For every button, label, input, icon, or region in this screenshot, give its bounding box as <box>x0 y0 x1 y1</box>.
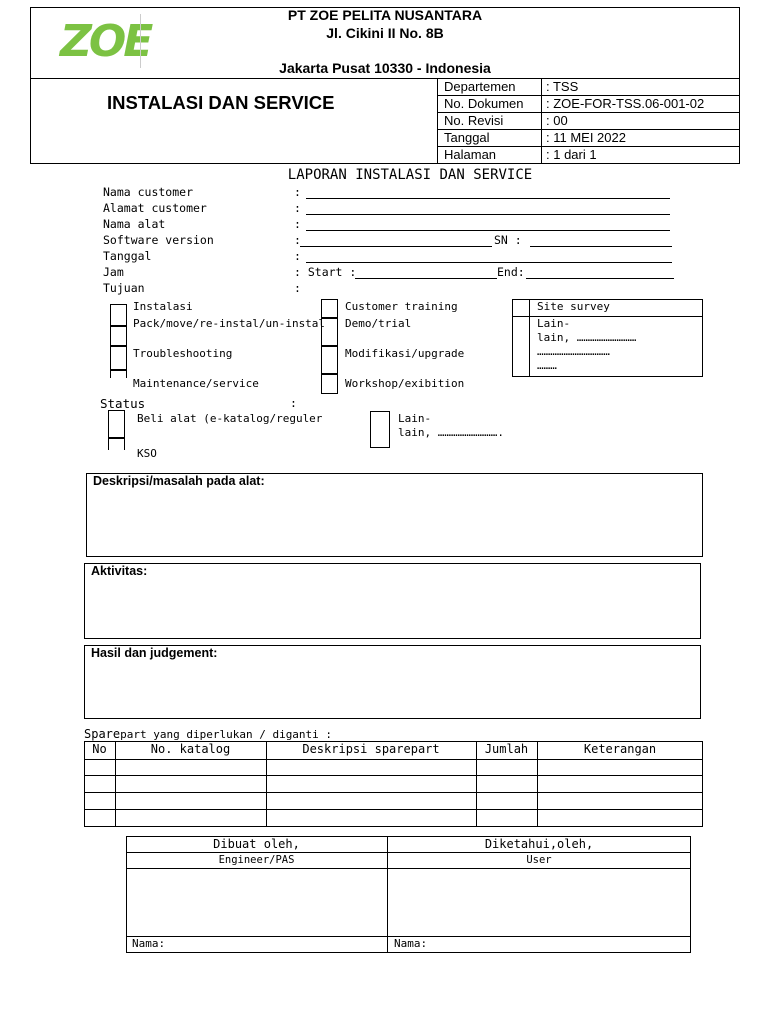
label-end: End: <box>497 265 525 279</box>
option-lain-2: lain, ……………………… <box>537 331 637 344</box>
checkbox-demo[interactable] <box>321 318 338 346</box>
aktivitas-box[interactable] <box>84 563 701 639</box>
report-title: LAPORAN INSTALASI DAN SERVICE <box>287 167 533 183</box>
checkbox-instalasi[interactable] <box>110 304 127 326</box>
option-kso: KSO <box>137 447 157 460</box>
sparepart-header-katalog: No. katalog <box>150 742 231 756</box>
label-status: Status <box>100 396 146 411</box>
deskripsi-title: Deskripsi/masalah pada alat: <box>93 474 265 488</box>
signature-area-right[interactable] <box>388 869 690 935</box>
company-logo <box>60 14 151 70</box>
header-meta-divider <box>437 78 438 164</box>
meta-label-departemen: Departemen <box>444 79 516 94</box>
meta-label-halaman: Halaman <box>444 147 497 162</box>
checkbox-modifikasi[interactable] <box>321 346 338 374</box>
signature-row-divider <box>126 852 691 853</box>
label-alamat-customer: Alamat customer <box>103 201 207 215</box>
checkbox-troubleshooting[interactable] <box>110 346 127 370</box>
option-workshop: Workshop/exibition <box>345 377 465 390</box>
colon: : <box>294 281 301 295</box>
header-divider <box>30 78 740 79</box>
nama-alat-field[interactable] <box>306 230 670 231</box>
sparepart-caption-rest: part yang diperlukan / diganti : <box>120 728 333 741</box>
label-jam: Jam <box>103 265 124 279</box>
sparepart-caption-bold: Spare <box>84 727 121 741</box>
company-address-line2: Jakarta Pusat 10330 - Indonesia <box>279 60 491 76</box>
option-pack: Pack/move/re-instal/un-instal <box>133 317 326 330</box>
checkbox-workshop[interactable] <box>321 374 338 394</box>
header-meta-col-divider <box>541 78 542 164</box>
label-start: : Start : <box>294 265 357 279</box>
signature-nama-right: Nama: <box>394 937 428 950</box>
colon: : <box>294 217 301 231</box>
signature-user: User <box>526 854 552 866</box>
colon: : <box>294 249 301 263</box>
signature-dibuat: Dibuat oleh, <box>213 837 300 851</box>
option-instalasi: Instalasi <box>133 300 193 313</box>
nama-customer-field[interactable] <box>306 198 670 199</box>
option-demo: Demo/trial <box>345 317 412 330</box>
sparepart-row-divider <box>84 759 703 760</box>
signature-engineer: Engineer/PAS <box>218 854 295 866</box>
label-software-version: Software version <box>103 233 214 247</box>
checkbox-status-lain[interactable] <box>370 411 390 448</box>
sparepart-header-no: No <box>92 742 107 756</box>
sparepart-header-jumlah: Jumlah <box>484 742 529 756</box>
sparepart-header-keterangan: Keterangan <box>583 742 657 756</box>
label-nama-alat: Nama alat <box>103 217 166 231</box>
meta-label-no-dokumen: No. Dokumen <box>444 96 524 111</box>
hasil-title: Hasil dan judgement: <box>91 646 218 660</box>
meta-value-no-dokumen: : ZOE-FOR-TSS.06-001-02 <box>546 96 705 111</box>
doc-title: INSTALASI DAN SERVICE <box>107 92 335 113</box>
colon: : <box>294 233 301 247</box>
checkbox-kso[interactable] <box>108 438 125 450</box>
meta-label-tanggal: Tanggal <box>444 130 490 145</box>
alamat-customer-field[interactable] <box>306 214 670 215</box>
sparepart-row-divider <box>84 809 703 810</box>
site-survey-col-divider <box>529 299 530 377</box>
option-status-lain-2: lain, ………………………. <box>398 426 504 439</box>
checkbox-customer-training[interactable] <box>321 299 338 318</box>
software-version-field[interactable] <box>300 246 492 247</box>
tanggal-field[interactable] <box>306 262 672 263</box>
label-nama-customer: Nama customer <box>103 185 194 199</box>
end-field[interactable] <box>526 278 674 279</box>
label-tujuan: Tujuan <box>103 281 145 295</box>
option-modifikasi: Modifikasi/upgrade <box>345 347 465 360</box>
start-field[interactable] <box>355 278 497 279</box>
signature-nama-left: Nama: <box>132 937 166 950</box>
colon: : <box>290 396 297 410</box>
option-maintenance: Maintenance/service <box>133 377 259 390</box>
option-troubleshooting: Troubleshooting <box>133 347 233 360</box>
signature-area-left[interactable] <box>127 869 386 935</box>
meta-value-halaman: : 1 dari 1 <box>546 147 597 162</box>
meta-label-no-revisi: No. Revisi <box>444 113 504 128</box>
colon: : <box>294 185 301 199</box>
sn-field[interactable] <box>530 246 672 247</box>
meta-value-tanggal: : 11 MEI 2022 <box>546 130 626 145</box>
meta-value-no-revisi: : 00 <box>546 113 568 128</box>
sparepart-row-divider <box>84 792 703 793</box>
checkbox-pack[interactable] <box>110 326 127 346</box>
logo-divider <box>140 14 141 68</box>
signature-diketahui: Diketahui,oleh, <box>484 837 594 851</box>
option-lain-1: Lain- <box>537 317 571 330</box>
company-name: PT ZOE PELITA NUSANTARA <box>287 7 483 23</box>
aktivitas-title: Aktivitas: <box>91 564 148 578</box>
sparepart-header-deskripsi: Deskripsi sparepart <box>302 742 440 756</box>
colon: : <box>294 201 301 215</box>
meta-value-departemen: : TSS <box>546 79 579 94</box>
checkbox-maintenance[interactable] <box>110 370 127 378</box>
option-lain-4: ……… <box>537 359 557 372</box>
option-lain-3: …………………………… <box>537 345 610 358</box>
checkbox-beli-alat[interactable] <box>108 410 125 438</box>
label-tanggal: Tanggal <box>103 249 152 263</box>
label-sn: SN : <box>494 233 522 247</box>
option-status-lain-1: Lain- <box>398 412 432 425</box>
logo-text: ZOE <box>60 16 151 67</box>
option-customer-training: Customer training <box>345 300 458 313</box>
sparepart-row-divider <box>84 775 703 776</box>
option-beli-alat: Beli alat (e-katalog/reguler <box>137 412 323 425</box>
company-address-line1: Jl. Cikini II No. 8B <box>326 25 444 41</box>
option-site-survey: Site survey <box>537 300 610 313</box>
